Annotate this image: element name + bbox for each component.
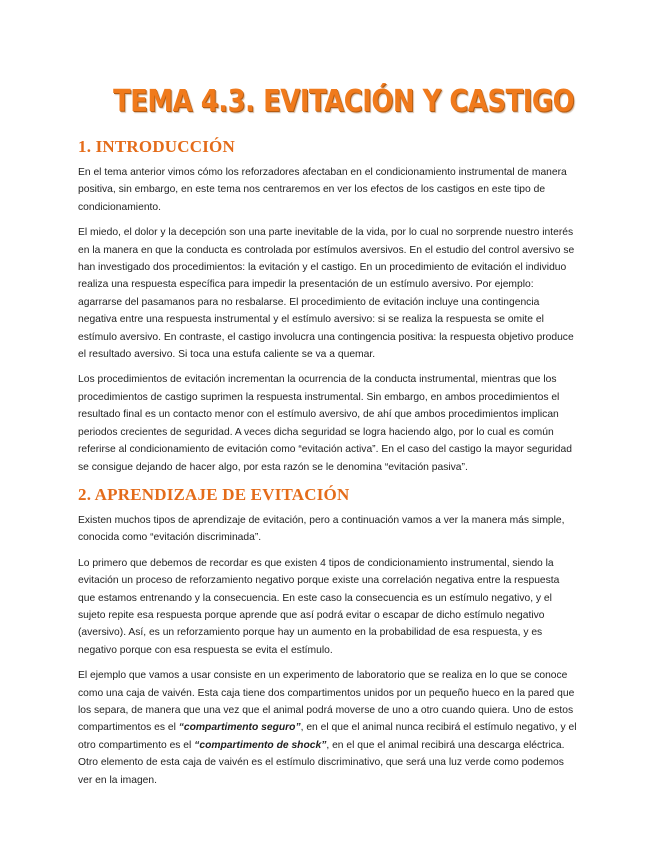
paragraph: El miedo, el dolor y la decepción son una parte inevitable de la vida, por lo cual no sorprende nuestro interés en la manera en que la conducta es controlada por estímulos aversivos. En el estudio del control aversivo se han investigado dos procedimientos: la evitación y el castigo. En un procedimiento de evitación el individuo realiza una respuesta específica para impedir la presentación de un estímulo aversivo. Por ejemplo: agarrarse del pasamanos para no resbalarse. El procedimiento de evitación incluye una contingencia negativa entre una respuesta instrumental y el estímulo aversivo: si se realiza la respuesta se omite el estímulo aversivo. En contraste, el castigo involucra una contingencia positiva: la respuesta objetivo produce el resultado aversivo. Si toca una estufa caliente se va a quemar. — [78, 227, 575, 361]
paragraph — [78, 667, 579, 789]
paragraph: Lo primero que debemos de recordar es que existen 4 tipos de condicionamiento instrumental, siendo la evitación un proceso de reforzamiento negativo porque existe una correlación negativa entre la respuesta que estamos entrenando y la consecuencia. En este caso la consecuencia es un estímulo negativo, y el sujeto repite esa respuesta porque aprende que así podrá evitar o escapar de dicho estímulo negativo (aversivo). Así, es un reforzamiento porque hay un aumento en la probabilidad de esa respuesta, y es negativo porque con esa respuesta se evita el estímulo. — [78, 557, 560, 656]
bold-term-compartimento-seguro: “compartimento seguro” — [178, 722, 301, 734]
section-heading-introduccion: 1. INTRODUCCIÓN — [78, 137, 235, 156]
bold-term-compartimento-de-shock: “compartimento de shock” — [194, 739, 327, 751]
paragraph: Existen muchos tipos de aprendizaje de evitación, pero a continuación vamos a ver la manera más simple, conocida como “evitación discriminada”. — [78, 514, 565, 544]
paragraph-text: , en el que el animal nunca recibirá el estímulo negativo, y el otro compartimento es el — [78, 722, 577, 751]
paragraph: En el tema anterior vimos cómo los reforzadores afectaban en el condicionamiento instrumental de manera positiva, sin embargo, en este tema nos centraremos en ver los efectos de los castigos en este tipo de condicionamiento. — [78, 167, 567, 213]
paragraph-text: El ejemplo que vamos a usar consiste en un experimento de laboratorio que se realiza en lo que se conoce como una caja de vaivén. Esta caja tiene dos compartimentos unidos por un pequeño hueco en la pared que los separa, de manera que una vez que el animal podrá moverse de uno a otro cuando quiera. Uno de estos compartimentos es el — [78, 670, 575, 734]
paragraph-text: , en el que el animal recibirá una descarga eléctrica. Otro elemento de esta caja de vaivén es el estímulo discriminativo, que será una luz verde como podemos ver en la imagen. — [78, 739, 565, 786]
document-title: TEMA 4.3. EVITACIÓN Y CASTIGO — [113, 84, 575, 119]
section-heading-aprendizaje-de-evitacion: 2. APRENDIZAJE DE EVITACIÓN — [78, 484, 350, 504]
paragraph: Los procedimientos de evitación incrementan la ocurrencia de la conducta instrumental, mientras que los procedimientos de castigo suprimen la respuesta instrumental. Sin embargo, en ambos procedimientos el resultado final es un contacto menor con el estímulo aversivo, de ahí que ambos procedimientos implican periodos crecientes de seguridad. A veces dicha seguridad se logra haciendo algo, por lo cual es común referirse al condicionamiento de evitación como “evitación activa”. En el caso del castigo la mayor seguridad se consigue dejando de hacer algo, por esta razón se le denomina “evitación pasiva”. — [78, 374, 572, 473]
